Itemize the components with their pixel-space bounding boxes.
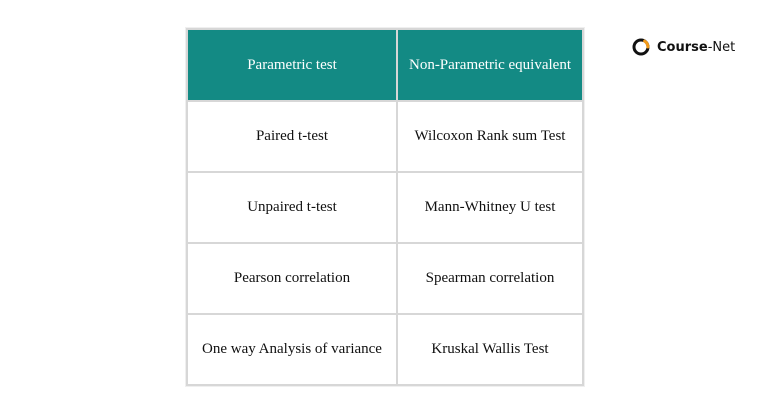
table-header-row (187, 29, 583, 101)
nonparametric-equivalent-cell: Wilcoxon Rank sum Test (397, 101, 583, 172)
table-row (187, 314, 583, 385)
table-header (187, 29, 583, 101)
parametric-test-cell: Unpaired t-test (187, 172, 397, 243)
table-row (187, 172, 583, 243)
parametric-test-cell: Pearson correlation (187, 243, 397, 314)
table-body (187, 101, 583, 385)
course-net-logo (631, 35, 735, 59)
table-row (187, 243, 583, 314)
nonparametric-equivalent-cell: Mann-Whitney U test (397, 172, 583, 243)
header-parametric-test: Parametric test (187, 29, 397, 101)
parametric-test-cell: One way Analysis of variance (187, 314, 397, 385)
course-net-wordmark (657, 40, 735, 55)
table-row (187, 101, 583, 172)
nonparametric-equivalent-cell: Kruskal Wallis Test (397, 314, 583, 385)
parametric-test-cell: Paired t-test (187, 101, 397, 172)
brand-name-primary: Course (657, 39, 708, 55)
nonparametric-equivalent-cell: Spearman correlation (397, 243, 583, 314)
parametric-nonparametric-table (186, 28, 584, 386)
header-nonparametric-equivalent: Non-Parametric equivalent (397, 29, 583, 101)
course-net-logo-icon (631, 37, 651, 57)
comparison-table-container (186, 28, 582, 383)
brand-name-secondary: -Net (707, 39, 736, 55)
